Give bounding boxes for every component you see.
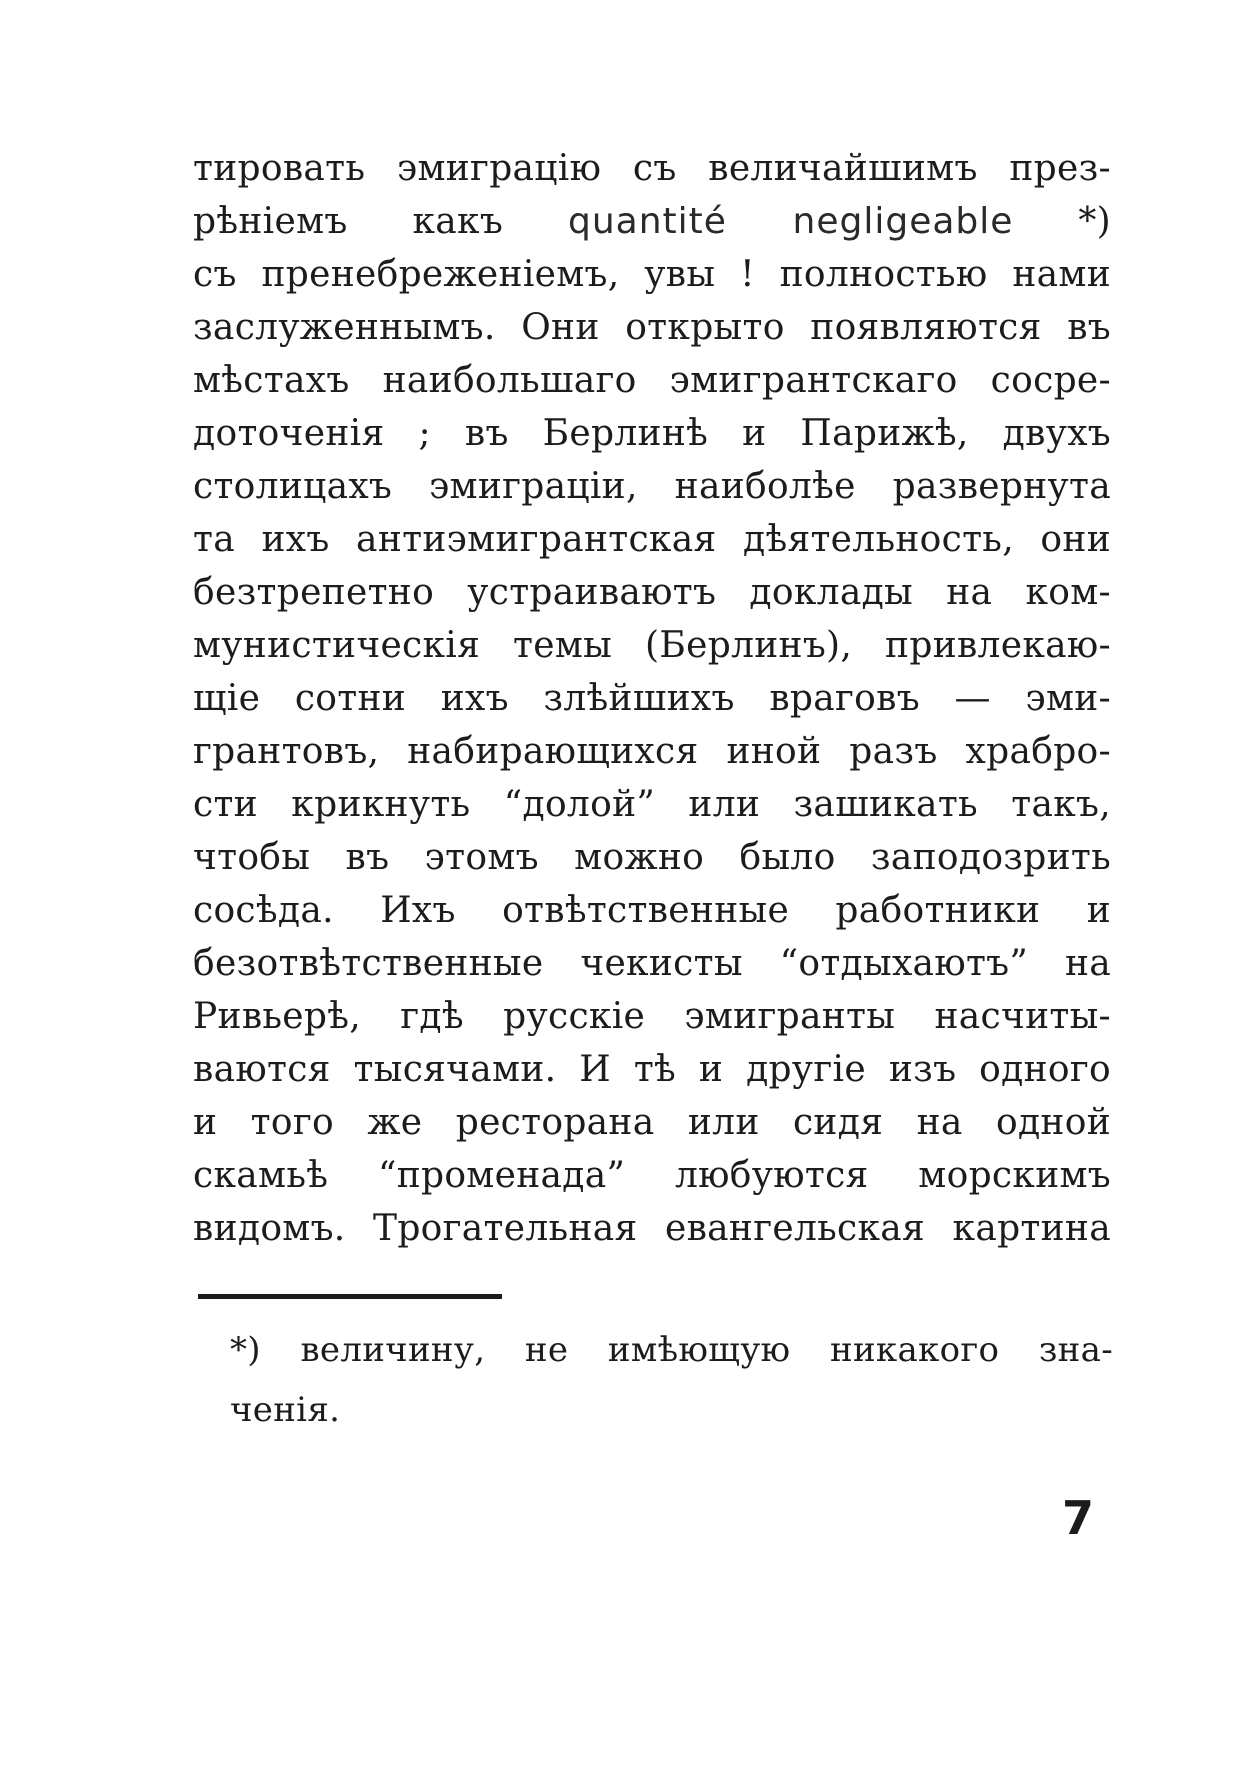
text-line: съ пренебреженіемъ, увы ! полностью нами <box>193 254 1111 295</box>
page-number: 7 <box>1062 1491 1095 1545</box>
main-text <box>193 142 1111 1255</box>
text-line: грантовъ, набирающихся иной разъ храбро- <box>193 731 1111 772</box>
text-line: тировать эмиграцію съ величайшимъ през- <box>193 148 1111 189</box>
footnote <box>230 1320 1113 1440</box>
foreign-phrase: quantité negligeable <box>567 201 1014 242</box>
text-line: мунистическія темы (Берлинъ), привлекаю- <box>193 625 1111 666</box>
text-line: ваются тысячами. И тѣ и другіе изъ одного <box>193 1049 1111 1090</box>
text-line: мѣстахъ наибольшаго эмигрантскаго сосре- <box>193 360 1111 401</box>
text-line: сосѣда. Ихъ отвѣтственные работники и <box>193 890 1111 931</box>
text-line: щіе сотни ихъ злѣйшихъ враговъ — эми- <box>193 678 1111 719</box>
text-line: доточенія ; въ Берлинѣ и Парижѣ, двухъ <box>193 413 1111 454</box>
text-fragment: рѣніемъ какъ <box>193 201 504 242</box>
footnote-line: *) величину, не имѣющую никакого зна- <box>230 1330 1113 1370</box>
text-line: та ихъ антиэмигрантская дѣятельность, они <box>193 519 1111 560</box>
text-line: безотвѣтственные чекисты “отдыхаютъ” на <box>193 943 1111 984</box>
text-line: столицахъ эмиграціи, наиболѣе развернута <box>193 466 1111 507</box>
footnote-separator <box>198 1294 502 1299</box>
text-line-with-foreign-phrase <box>193 195 1111 248</box>
text-line: скамьѣ “променада” любуются морскимъ <box>193 1155 1111 1196</box>
text-line: заслуженнымъ. Они открыто появляются въ <box>193 307 1111 348</box>
footnote-marker: *) <box>1078 201 1111 242</box>
text-line: сти крикнуть “долой” или зашикать такъ, <box>193 784 1111 825</box>
text-line: Ривьерѣ, гдѣ русскіе эмигранты насчиты- <box>193 996 1111 1037</box>
text-line: безтрепетно устраиваютъ доклады на ком- <box>193 572 1111 613</box>
footnote-line: ченія. <box>230 1390 341 1430</box>
text-line: видомъ. Трогательная евангельская картина <box>193 1208 1111 1249</box>
text-line: чтобы въ этомъ можно было заподозрить <box>193 837 1111 878</box>
text-line: и того же ресторана или сидя на одной <box>193 1102 1111 1143</box>
